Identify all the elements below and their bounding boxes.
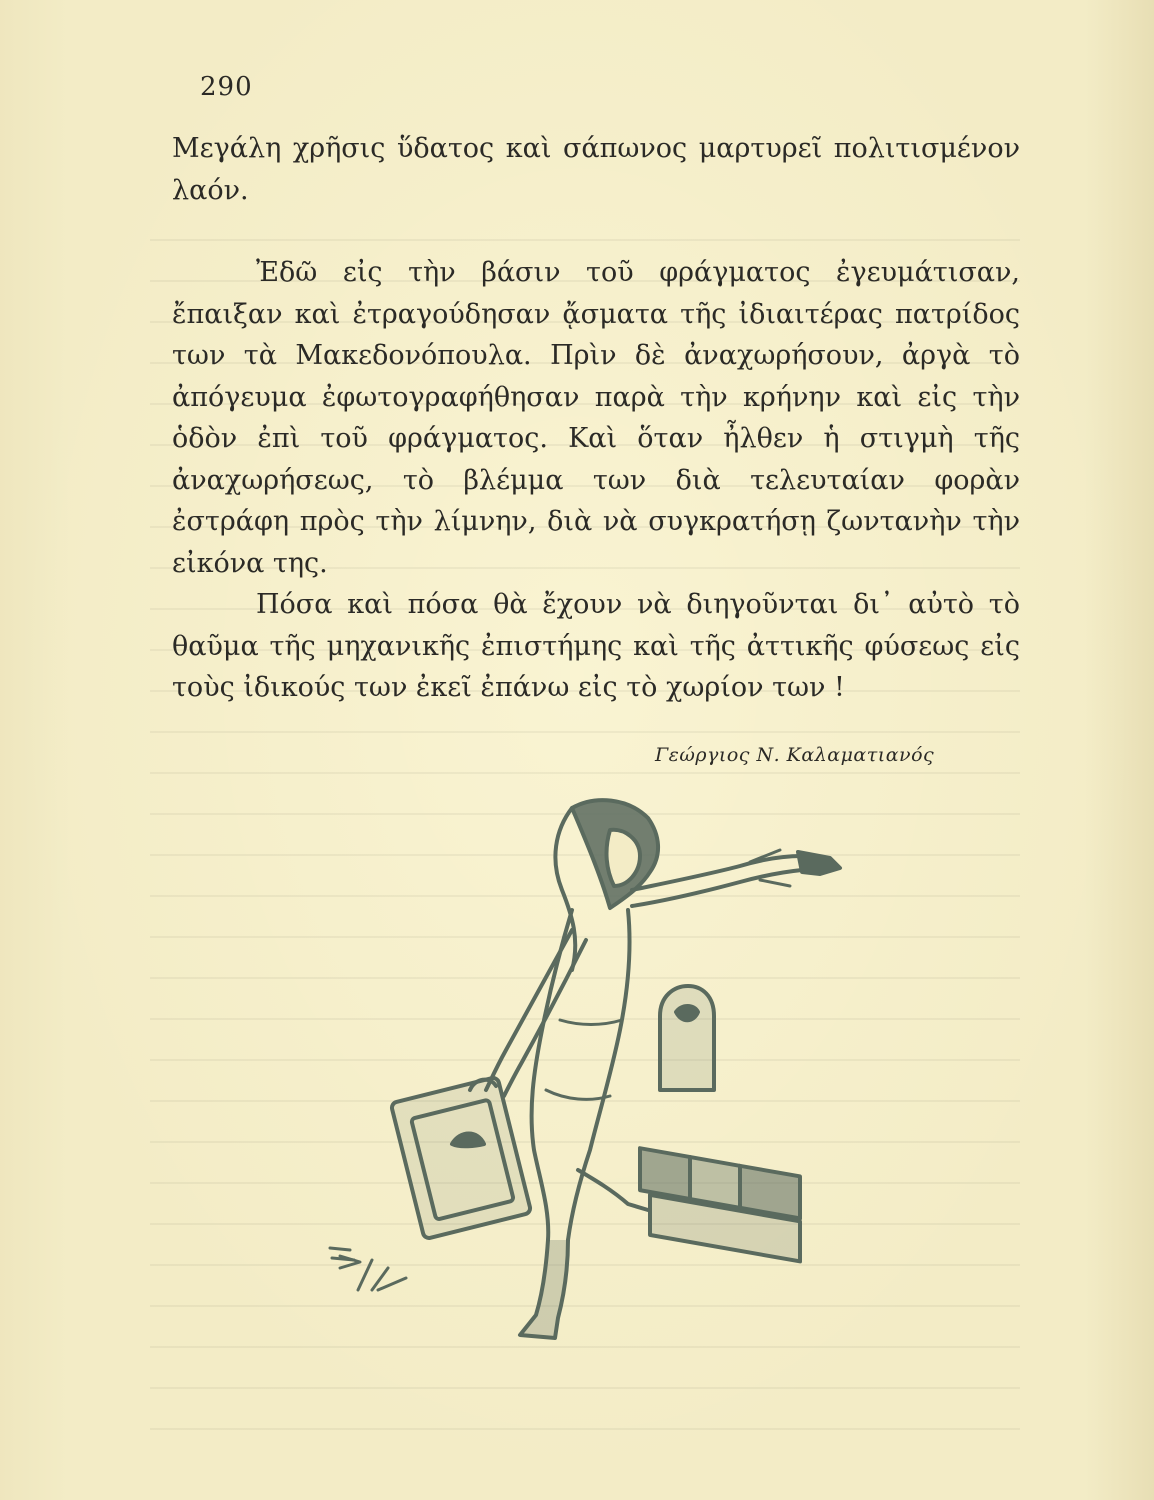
hand — [798, 852, 840, 874]
paragraph-3: Πόσα καὶ πόσα θὰ ἔχουν νὰ διηγοῦνται δι᾽ αὐτὸ τὸ θαῦμα τῆς μηχανικῆς ἐπιστήμης καὶ τῆς ἀττικῆς φύσεως εἰς τοὺς ἰδικούς των ἐκεῖ ἐπάνω εἰς τὸ χωρίον των ! — [172, 589, 1020, 703]
milestone — [660, 986, 714, 1090]
woman-with-suitcase-and-milestone-illustration — [310, 790, 850, 1350]
author-signature: Γεώργιος Ν. Καλαματιανός — [655, 744, 935, 766]
shell-emblem — [452, 1134, 484, 1147]
paragraph-1: Μεγάλη χρῆσις ὕδατος καὶ σάπωνος μαρτυρεῖ πολιτισμένον λαόν. — [172, 133, 1020, 206]
paragraph-2: Ἐδῶ εἰς τὴν βάσιν τοῦ φράγματος ἐγευμάτισαν, ἔπαιξαν καὶ ἐτραγούδησαν ᾄσματα τῆς ἰδιαιτέρας πατρίδος των τὰ Μακεδονόπουλα. Πρὶν δὲ ἀναχωρήσουν, ἀργὰ τὸ ἀπόγευμα ἐφωτογραφήθησαν παρὰ τὴν κρήνην καὶ εἰς τὴν ὁδὸν ἐπὶ τοῦ φράγματος. Καὶ ὅταν ἦλθεν ἡ στιγμὴ τῆς ἀναχωρήσεως, τὸ βλέμμα των διὰ τελευταίαν φορὰν ἐστράφη πρὸς τὴν λίμνην, διὰ νὰ συγκρατήσῃ ζωντανὴν τὴν εἰκόνα της. — [172, 257, 1020, 579]
dress — [532, 910, 572, 1240]
page-number: 290 — [200, 72, 253, 102]
body-text — [172, 128, 1020, 709]
leg — [520, 1240, 568, 1338]
curb-blocks — [640, 1148, 800, 1261]
arm-holding-suitcase — [486, 930, 572, 1090]
